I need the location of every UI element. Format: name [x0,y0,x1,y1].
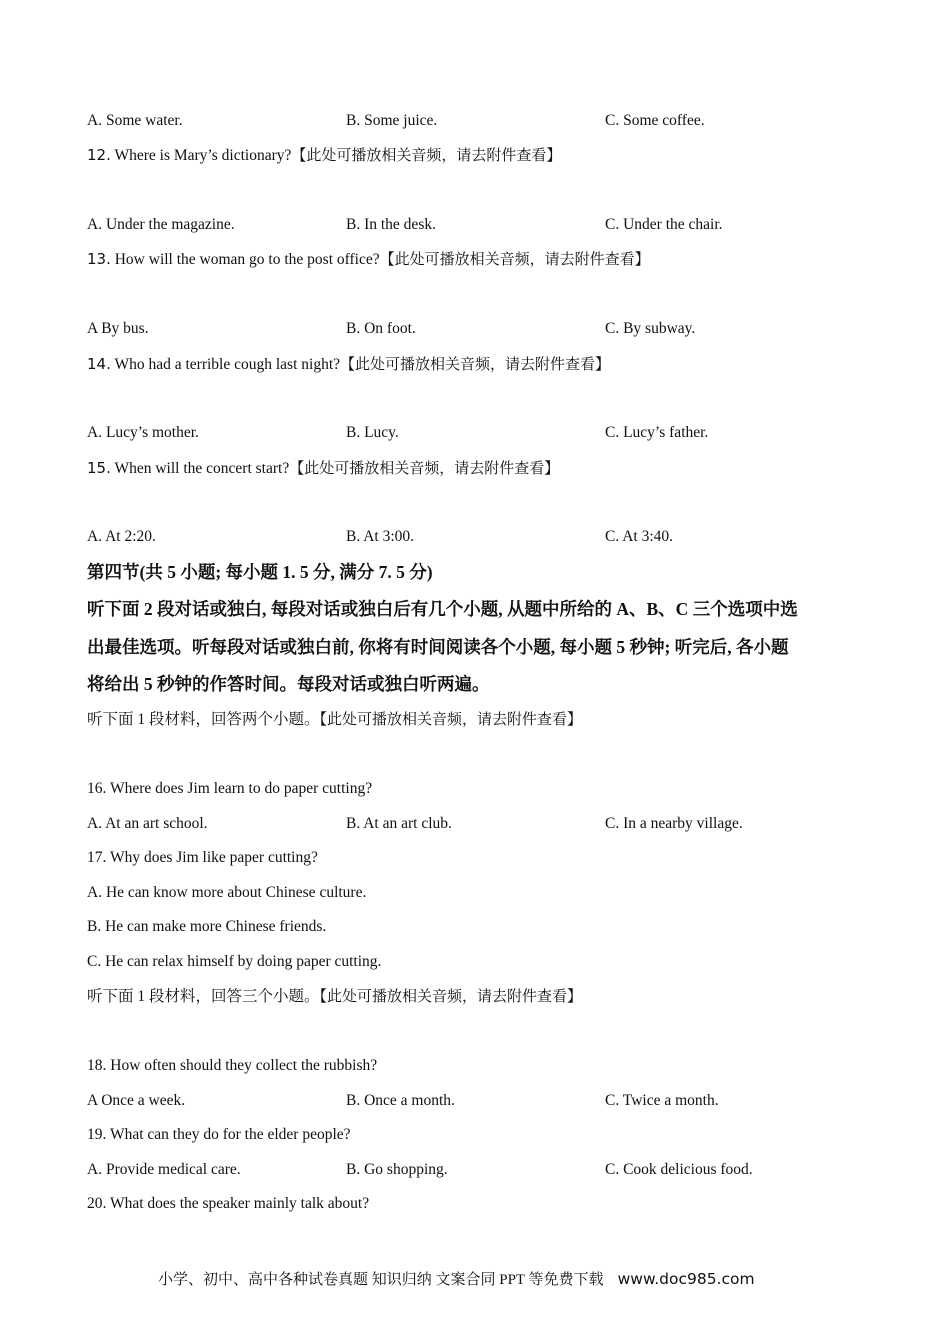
q14-number: 14. [87,355,111,373]
q13-option-a: A By bus. [87,320,149,337]
q13-option-b: B. On foot. [346,320,416,337]
q16-option-b: B. At an art club. [346,815,452,832]
q17-option-a: A. He can know more about Chinese culture. [87,884,367,901]
q19-option-a: A. Provide medical care. [87,1161,241,1178]
q11-option-c: C. Some coffee. [605,112,705,129]
footer-url-link[interactable]: www.doc985.com [617,1270,755,1288]
q15-question [87,458,559,479]
q14-question [87,354,610,375]
q15-option-b: B. At 3:00. [346,528,415,545]
material2-text: 听下面 1 段材料，回答三个小题。 [87,988,320,1005]
q13-option-c: C. By subway. [605,320,696,337]
section4-heading: 第四节(共 5 小题; 每小题 1. 5 分, 满分 7. 5 分) [87,562,433,582]
q15-number: 15. [87,459,111,477]
q17-question: 17. Why does Jim like paper cutting? [87,849,318,866]
q13-question [87,249,650,270]
q16-question: 16. Where does Jim learn to do paper cutting? [87,780,373,797]
q20-question: 20. What does the speaker mainly talk about? [87,1195,370,1212]
q12-option-a: A. Under the magazine. [87,216,235,233]
q14-text: Who had a terrible cough last night? [114,356,341,373]
q18-option-c: C. Twice a month. [605,1092,719,1109]
q14-option-a: A. Lucy’s mother. [87,424,199,441]
section4-instructions-line1: 听下面 2 段对话或独白, 每段对话或独白后有几个小题, 从题中所给的 A、B、C 三个选项中选 [87,599,798,619]
q12-option-c: C. Under the chair. [605,216,723,233]
q14-option-c: C. Lucy’s father. [605,424,709,441]
q14-option-b: B. Lucy. [346,424,399,441]
q13-audio-note: 【此处可播放相关音频，请去附件查看】 [379,250,650,268]
material2-intro [87,986,582,1007]
q15-option-a: A. At 2:20. [87,528,156,545]
q16-option-a: A. At an art school. [87,815,208,832]
q11-option-a: A. Some water. [87,112,183,129]
q11-option-b: B. Some juice. [346,112,438,129]
q18-option-a: A Once a week. [87,1092,186,1109]
q15-text: When will the concert start? [114,460,290,477]
q16-option-c: C. In a nearby village. [605,815,743,832]
q19-question: 19. What can they do for the elder people? [87,1126,351,1143]
material1-intro [87,709,582,730]
material1-audio-note: 【此处可播放相关音频，请去附件查看】 [319,710,583,728]
material1-text: 听下面 1 段材料，回答两个小题。 [87,711,320,728]
q15-audio-note: 【此处可播放相关音频，请去附件查看】 [289,459,560,477]
q13-number: 13. [87,250,111,268]
q14-audio-note: 【此处可播放相关音频，请去附件查看】 [340,355,611,373]
q18-question: 18. How often should they collect the rubbish? [87,1057,378,1074]
q12-option-b: B. In the desk. [346,216,436,233]
q12-question [87,145,561,166]
material2-audio-note: 【此处可播放相关音频，请去附件查看】 [319,987,583,1005]
q15-option-c: C. At 3:40. [605,528,674,545]
footer-text: 小学、初中、高中各种试卷真题 知识归纳 文案合同 PPT 等免费下载 [158,1272,604,1288]
q18-option-b: B. Once a month. [346,1092,455,1109]
section4-instructions-line2: 出最佳选项。听每段对话或独白前, 你将有时间阅读各个小题, 每小题 5 秒钟; 听完后, 各小题 [87,637,789,657]
q13-text: How will the woman go to the post office? [114,251,380,268]
q19-option-c: C. Cook delicious food. [605,1161,753,1178]
q17-option-b: B. He can make more Chinese friends. [87,918,327,935]
q12-audio-note: 【此处可播放相关音频，请去附件查看】 [291,146,562,164]
page-footer [158,1268,755,1289]
q19-option-b: B. Go shopping. [346,1161,448,1178]
q12-number: 12. [87,146,111,164]
q12-text: Where is Mary’s dictionary? [114,147,292,164]
q17-option-c: C. He can relax himself by doing paper cutting. [87,953,382,970]
section4-instructions-line3: 将给出 5 秒钟的作答时间。每段对话或独白听两遍。 [87,674,490,694]
